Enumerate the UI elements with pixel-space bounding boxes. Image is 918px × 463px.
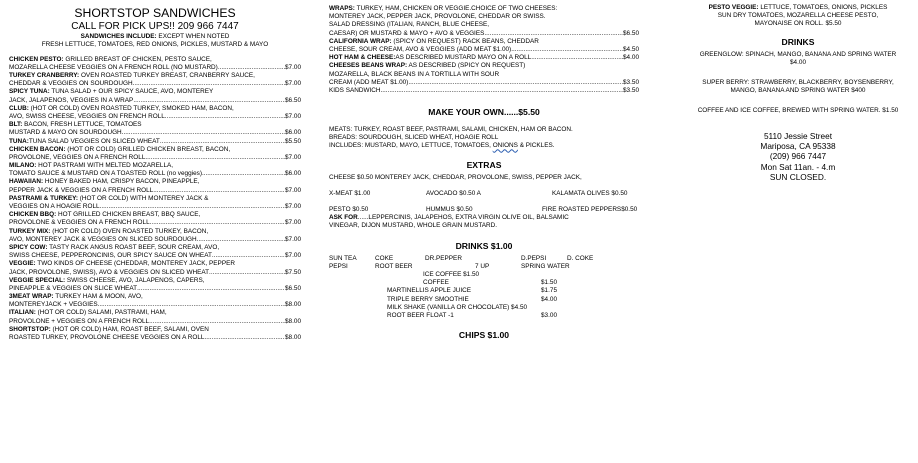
menu-item	[9, 293, 301, 309]
menu-item-desc: PROVOLONE, VEGGIES ON A FRENCH ROLL	[9, 153, 146, 161]
extra-item: HUMMUS $0.50	[426, 206, 473, 213]
menu-item-name: TUNA:	[9, 137, 29, 145]
include-rest: EXCEPT WHEN NOTED	[156, 33, 230, 41]
drink-price: $1.50	[541, 279, 557, 287]
menu-item	[9, 260, 301, 276]
menu-item-line	[9, 129, 301, 137]
menu-item-desc: BACON, FRESH LETTUCE, TOMATOES	[22, 121, 142, 129]
menu-item-price: $6.50	[285, 96, 301, 104]
drink-name: MILK SHAKE (VANILLA OR CHOCOLATE) $4.50	[387, 303, 528, 311]
menu-item-name: WRAPS:	[329, 5, 355, 12]
menu-item	[9, 72, 301, 88]
menu-item	[9, 56, 301, 72]
drinks-row-1	[329, 255, 639, 263]
menu-item-price: $7.00	[285, 203, 301, 210]
coffee-drink: COFFEE AND ICE COFFEE, BREWED WITH SPRING WATER. $1.50	[697, 107, 899, 115]
menu-item-desc: TURKEY HAM & MOON, AVO,	[53, 293, 143, 301]
menu-item-name: 3MEAT WRAP:	[9, 293, 54, 301]
menu-item-desc: (HOT OR COLD) OVEN ROASTED TURKEY, SMOKED HAM, BACON,	[28, 104, 234, 112]
menu-item-desc: PINEAPPLE & VEGGIES ON SLICE WHEAT	[9, 284, 138, 292]
menu-item-line	[9, 56, 301, 64]
opening-hours: Mon Sat 11an. - 4.m	[760, 161, 836, 172]
extras-title: EXTRAS	[466, 159, 502, 170]
menu-item-line	[9, 178, 301, 186]
menu-item-name: BLT:	[9, 121, 23, 129]
menu-item-desc: TUNA SALAD VEGGIES ON SLICED WHEAT	[28, 137, 160, 145]
make-own-meats: MEATS: TURKEY, ROAST BEEF, PASTRAMI, SALAMI, CHICKEN, HAM OR BACON.	[329, 126, 573, 134]
drink-name: COFFEE	[423, 279, 449, 287]
menu-item-name: CHEESES BEANS WRAP:	[329, 62, 408, 70]
menu-item-line	[329, 87, 639, 95]
menu-item-desc: KIDS SANDWICH	[329, 86, 381, 94]
menu-item-price: $6.00	[285, 129, 301, 137]
includes-onions: ONIONS	[492, 142, 518, 150]
extras-row-1	[329, 190, 639, 198]
menu-item-desc: OVEN ROASTED TURKEY BREAST, CRANBERRY SAUCE,	[79, 72, 255, 79]
drink-item: DR.PEPPER	[425, 254, 462, 262]
menu-item-name: SPICY COW:	[9, 243, 48, 251]
menu-item-price: $8.00	[285, 317, 301, 325]
drink-item: 7 UP	[475, 262, 490, 270]
menu-item-desc: JACK, JALAPENOS, VEGGIES IN A WRAP	[9, 96, 134, 104]
drink-item: COKE	[375, 254, 394, 262]
menu-item-price: $6.50	[285, 284, 301, 292]
menu-item-desc: PROVOLONE & VEGGIES ON A FRENCH ROLL	[9, 219, 150, 227]
menu-item-line	[9, 293, 301, 301]
menu-item-desc: MONTEREYJACK + VEGGIES	[9, 301, 98, 309]
extra-item: FIRE ROASTED PEPPERS$0.50	[542, 206, 638, 213]
menu-item-desc: ROASTED TURKEY, PROVOLONE CHEESE VEGGIES ON A ROLL	[9, 334, 205, 341]
drinks-right-title: DRINKS	[781, 36, 815, 47]
menu-item-line	[9, 334, 301, 342]
menu-item-desc: SALAD DRESSING (ITALIAN, RANCH, BLUE CHEESE,	[329, 21, 490, 29]
menu-item-price: $7.00	[285, 252, 301, 260]
menu-item-line	[9, 121, 301, 129]
drink-priced-row	[387, 271, 557, 279]
extras-row-2	[329, 206, 639, 214]
extra-item: PESTO $0.50	[329, 206, 369, 213]
menu-item-line	[329, 79, 639, 87]
menu-item	[329, 87, 639, 95]
menu-item-price: $8.00	[285, 334, 301, 341]
menu-item-desc: AVO, SWISS CHEESE, VEGGIES ON FRENCH ROLL	[9, 112, 165, 120]
menu-item	[9, 244, 301, 260]
menu-item-name: PASTRAMI & TURKEY:	[9, 194, 78, 202]
pesto-veggie-desc-2: SUN DRY TOMATOES, MOZARELLA CHEESE PESTO,	[717, 12, 879, 20]
menu-item	[9, 211, 301, 227]
menu-item	[329, 62, 639, 87]
menu-item-line	[9, 154, 301, 162]
drink-priced-row	[387, 312, 557, 320]
menu-column-middle	[329, 5, 639, 344]
menu-item-desc: TOMATO SAUCE & MUSTARD ON A TOASTED ROLL (no veggies)	[9, 170, 202, 178]
make-own-breads: BREADS: SOURDOUGH, SLICED WHEAT, HOAGIE ROLL	[329, 134, 499, 142]
menu-item-name: CLUB:	[9, 104, 29, 112]
address-city: Mariposa, CA 95338	[760, 140, 836, 151]
menu-item-line	[9, 72, 301, 80]
drink-name: TRIPLE BERRY SMOOTHIE	[387, 295, 469, 303]
drink-item: SUN TEA	[329, 254, 357, 262]
menu-item-line	[9, 211, 301, 219]
drink-item: ROOT BEER	[375, 262, 413, 270]
menu-item-line	[329, 21, 639, 29]
greenglow-drink: GREENGLOW: SPINACH, MANGO, BANANA AND SPRING WATER $4.00	[699, 50, 897, 66]
menu-item-line	[329, 71, 639, 79]
menu-item-price: $6.50	[623, 29, 639, 37]
menu-item-price: $7.00	[285, 153, 301, 161]
menu-item-line	[9, 64, 301, 72]
address-street: 5110 Jessie Street	[763, 130, 833, 141]
menu-item	[9, 326, 301, 342]
menu-item	[9, 228, 301, 244]
menu-item-line	[9, 88, 301, 96]
menu-item-name: TURKEY MIX:	[9, 227, 51, 235]
drinks-row-2	[329, 263, 639, 271]
menu-item	[9, 309, 301, 325]
menu-item-name: CHICKEN BACON:	[9, 145, 66, 153]
menu-item-line	[9, 277, 301, 285]
menu-item-price: $3.50	[623, 78, 639, 86]
ask-rest: ......LEPPERCINIS, JALAPEHOS, EXTRA VIRGIN OLIVE OIL, BALSAMIC	[357, 214, 569, 222]
menu-item-name: CHICKEN BBQ:	[9, 211, 57, 219]
sunday-closed: SUN CLOSED.	[769, 171, 827, 182]
menu-item	[9, 195, 301, 211]
menu-item-line	[9, 187, 301, 195]
phone-number: (209) 966 7447	[769, 151, 827, 162]
menu-item-desc: (HOT OR COLD) OVEN ROASTED TURKEY, BACON,	[50, 227, 209, 235]
menu-item-desc: SWISS CHEESE, AVO, JALAPENOS, CAPERS,	[65, 276, 205, 284]
include-label: SANDWICHES INCLUDE:	[80, 33, 157, 41]
menu-item-desc: (HOT OR COLD) GRILLED CHICKEN BREAST, BACON,	[65, 145, 231, 153]
menu-item-desc: AS DESCRIBED MUSTARD MAYO ON A ROLL	[395, 54, 532, 62]
menu-item-line	[329, 54, 639, 62]
drink-price: $1.75	[541, 287, 557, 295]
menu-item-desc: CHEDDAR & VEGGIES ON SOURDOUGH	[9, 80, 133, 88]
menu-item-desc: TURKEY, HAM, CHICKEN OR VEGGIE.CHOICE OF TWO CHEESES:	[354, 5, 558, 12]
menu-item-desc: TUNA SALAD + OUR SPICY SAUCE, AVO, MONTEREY	[49, 88, 214, 96]
menu-item-line	[9, 203, 301, 211]
menu-item-name: VEGGIE SPECIAL:	[9, 276, 66, 284]
menu-item-line	[329, 38, 639, 46]
menu-item	[9, 105, 301, 121]
drink-name: ROOT BEER FLOAT -1	[387, 311, 454, 319]
menu-item	[9, 146, 301, 162]
menu-item-desc: GRILLED BREAST OF CHICKEN, PESTO SAUCE,	[63, 55, 212, 63]
menu-item-price: $4.50	[623, 45, 639, 53]
priced-drinks	[387, 271, 557, 320]
menu-item-price: $7.00	[285, 219, 301, 227]
menu-item-desc: PEPPER JACK & VEGGIES ON A FRENCH ROLL	[9, 186, 154, 194]
menu-item-line	[329, 62, 639, 70]
menu-item-desc: (HOT OR COLD) SALAMI, PASTRAMI, HAM,	[35, 309, 167, 317]
menu-item-line	[329, 30, 639, 38]
menu-item-desc: AVO, MONTEREY JACK & VEGGIES ON SLICED SOURDOUGH	[9, 235, 197, 243]
drink-priced-row	[387, 279, 557, 287]
menu-item-line	[9, 301, 301, 309]
includes-end: & PICKLES.	[517, 142, 555, 150]
menu-item-price: $6.00	[285, 170, 301, 178]
menu-item-line	[9, 269, 301, 277]
menu-item-line	[9, 260, 301, 268]
chips-line: CHIPS $1.00	[458, 330, 510, 341]
ask-for	[329, 214, 639, 222]
drink-name: ICE COFFEE $1.50	[423, 270, 480, 278]
pesto-veggie-name: PESTO VEGGIE:	[708, 4, 759, 11]
sandwich-list	[9, 56, 301, 343]
menu-item-name: TURKEY CRANBERRY:	[9, 72, 80, 79]
drink-priced-row	[387, 287, 557, 295]
menu-item-desc: PROVOLONE + VEGGIES ON A FRENCH ROLL	[9, 317, 150, 325]
menu-item-line	[9, 113, 301, 121]
menu-item	[9, 88, 301, 104]
menu-item-price: $7.00	[285, 235, 301, 243]
menu-item	[329, 5, 639, 38]
menu-item-line	[9, 170, 301, 178]
menu-item-line	[9, 318, 301, 326]
menu-item-desc: HOT PASTRAMI WITH MELTED MOZARELLA,	[36, 162, 174, 170]
extra-item: AVOCADO $0.50 A	[426, 189, 481, 197]
menu-column-right	[688, 4, 908, 182]
drinks-title: DRINKS $1.00	[455, 240, 513, 251]
menu-item-line	[9, 244, 301, 252]
menu-item-desc: TASTY RACK ANGUS ROAST BEEF, SOUR CREAM, AVO,	[47, 243, 220, 251]
pesto-veggie-desc: LETTUCE, TOMATOES, ONIONS, PICKLES	[758, 4, 888, 11]
menu-item-line	[329, 46, 639, 54]
menu-column-left	[9, 6, 301, 342]
extra-item: X-MEAT $1.00	[329, 189, 371, 197]
drink-item: PEPSI	[329, 262, 348, 270]
wrap-list	[329, 5, 639, 95]
drink-item: D.PEPSI	[521, 254, 547, 262]
menu-item-price: $7.00	[285, 80, 301, 88]
menu-item-line	[9, 326, 301, 334]
menu-item	[329, 38, 639, 54]
menu-item-price: $3.50	[623, 86, 639, 94]
menu-item-line	[9, 236, 301, 244]
menu-item-price: $7.50	[285, 268, 301, 276]
menu-item-desc: MOZARELLA CHEESE VEGGIES ON A FRENCH ROLL (NO MUSTARD)	[9, 63, 218, 71]
menu-item-line	[9, 228, 301, 236]
ask-label: ASK FOR	[329, 214, 358, 222]
menu-item-price: $7.00	[285, 186, 301, 194]
call-line: CALL FOR PICK UPS!! 209 966 7447	[71, 21, 239, 33]
extras-cheese: CHEESE $0.50 MONTEREY JACK, CHEDDAR, PROVOLONE, SWISS, PEPPER JACK,	[329, 173, 582, 181]
menu-item-name: ITALIAN:	[9, 309, 36, 317]
menu-item-name: HAWAIIAN:	[9, 178, 44, 186]
make-own-includes	[329, 142, 639, 150]
extra-item: KALAMATA OLIVES $0.50	[552, 189, 628, 197]
menu-item-line	[9, 105, 301, 113]
drink-item: SPRING WATER	[521, 262, 570, 270]
includes-text: INCLUDES: MUSTARD, MAYO, LETTUCE, TOMATOES,	[329, 142, 493, 150]
menu-item-name: MILANO:	[9, 162, 37, 170]
menu-item-desc: SWISS CHEESE, PEPPERONCINIS, OUR SPICY SAUCE ON WHEAT	[9, 252, 212, 260]
menu-item	[9, 277, 301, 293]
menu-title: SHORTSTOP SANDWICHES	[74, 6, 236, 20]
menu-item	[329, 54, 639, 62]
menu-item-line	[9, 162, 301, 170]
menu-item	[9, 162, 301, 178]
menu-item-name: SHORTSTOP:	[9, 325, 51, 333]
menu-item-desc: MOZARELLA, BLACK BEANS IN A TORTILLA WITH SOUR	[329, 70, 500, 78]
menu-item-price: $7.00	[285, 112, 301, 120]
menu-item-price: $4.00	[623, 54, 639, 62]
menu-item	[9, 121, 301, 137]
menu-item-desc: CREAM (ADD MEAT $1.00)	[329, 78, 409, 86]
menu-item-line	[9, 309, 301, 317]
menu-item-line	[9, 97, 301, 105]
menu-item-line	[9, 252, 301, 260]
menu-item-desc: AS DESCRIBED (SPICY ON REQUEST)	[407, 62, 526, 70]
menu-item-desc: HOT GRILLED CHICKEN BREAST, BBQ SAUCE,	[56, 211, 201, 219]
menu-item-name: CALIFORNIA WRAP:	[329, 37, 392, 45]
menu-item-desc: (SPICY ON REQUEST) RACK BEANS, CHEDDAR	[391, 37, 539, 45]
superberry-drink: SUPER BERRY: STRAWBERRY, BLACKBERRY, BOYSENBERRY, MANGO, BANANA AND SPRING WATER $400	[702, 78, 894, 95]
menu-item	[9, 138, 301, 146]
menu-item-line	[9, 80, 301, 88]
drink-priced-row	[387, 296, 557, 304]
menu-item-line	[9, 195, 301, 203]
menu-item-desc: (HOT OR COLD) WITH MONTEREY JACK &	[78, 194, 209, 202]
menu-item-name: CHICKEN PESTO:	[9, 55, 64, 63]
drink-price: $3.00	[541, 311, 557, 319]
menu-item-desc: MONTEREY JACK, PEPPER JACK, PROVOLONE, CHEDDAR OR SWISS.	[329, 13, 546, 21]
menu-item-line	[329, 5, 639, 13]
menu-item-desc: CAESAR) OR MUSTARD & MAYO + AVO & VEGGIES	[329, 29, 485, 37]
menu-item-name: SPICY TUNA:	[9, 88, 50, 96]
menu-item-desc: CHEESE, SOUR CREAM, AVO & VEGGIES (ADD MEAT $1.00)	[329, 45, 512, 53]
menu-item-desc: TWO KINDS OF CHEESE (CHEDDAR, MONTEREY JACK, PEPPER	[35, 260, 235, 268]
drink-price: $4.00	[541, 295, 557, 303]
menu-item-price: $7.00	[285, 63, 301, 71]
drink-priced-row	[387, 304, 557, 312]
menu-item-price: $5.50	[285, 137, 301, 145]
menu-item-name: HOT HAM & CHEESE:	[329, 54, 396, 62]
make-own-title: MAKE YOUR OWN......$5.50	[428, 107, 540, 118]
ask-for-2: VINEGAR, DIJON MUSTARD, WHOLE GRAIN MUSTARD.	[329, 222, 498, 230]
menu-item-line	[329, 13, 639, 21]
include-note	[9, 33, 301, 41]
menu-item-desc: VEGGIES ON A HOAGIE ROLL	[9, 203, 100, 210]
menu-item-line	[9, 138, 301, 146]
menu-item-line	[9, 146, 301, 154]
drink-name: MARTINELLIS APPLE JUICE	[387, 287, 472, 295]
menu-item	[9, 178, 301, 194]
menu-item-desc: JACK, PROVOLONE, SWISS), AVO & VEGGIES ON SLICED WHEAT	[9, 268, 210, 276]
menu-item-line	[9, 219, 301, 227]
drink-item: D. COKE	[567, 254, 594, 262]
menu-item-price: $8.00	[285, 301, 301, 309]
pesto-veggie-desc-3: MAYONAISE ON ROLL. $5.50	[754, 20, 842, 28]
menu-item-desc: (HOT OR COLD) HAM, ROAST BEEF, SALAMI, OVEN	[50, 325, 209, 333]
menu-item-desc: HONEY BAKED HAM, CRISPY BACON, PINEAPPLE,	[43, 178, 200, 186]
include-items: FRESH LETTUCE, TOMATOES, RED ONIONS, PICKLES, MUSTARD & MAYO	[41, 41, 269, 49]
menu-item-line	[9, 285, 301, 293]
pesto-veggie	[688, 4, 908, 12]
menu-item-desc: MUSTARD & MAYO ON SOURDOUGH	[9, 129, 122, 137]
menu-item-name: VEGGIE:	[9, 260, 36, 268]
